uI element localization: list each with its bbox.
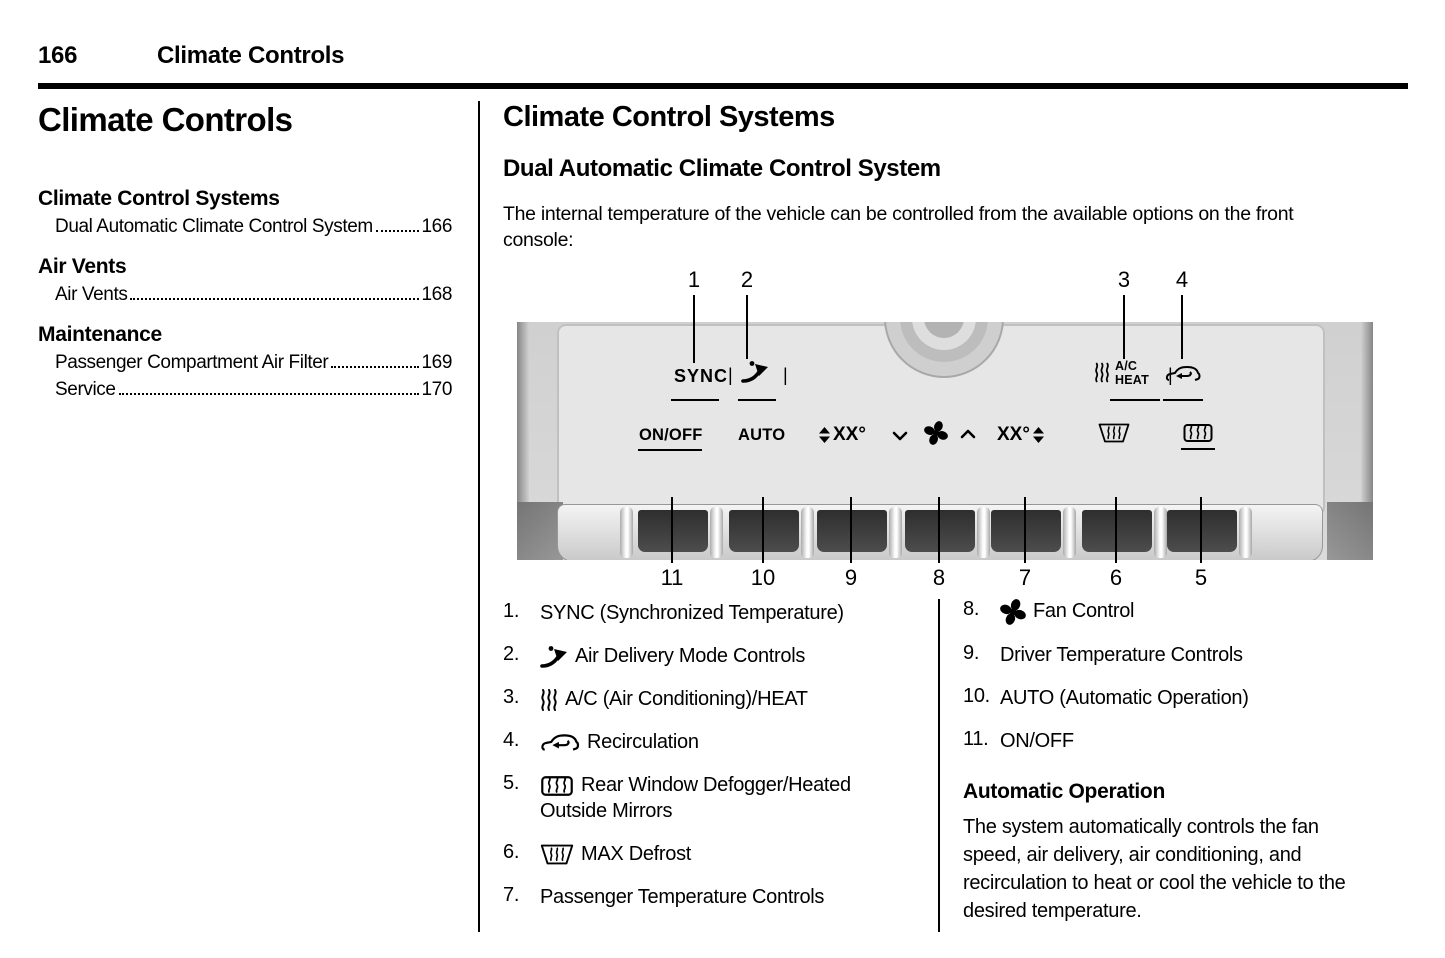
driver-temp-label — [819, 424, 866, 446]
on-off-label: ON/OFF — [639, 426, 703, 444]
callout-number: 11 — [660, 565, 684, 590]
temp-value-label: XX° — [997, 424, 1030, 445]
rear-defogger-underline — [1181, 448, 1215, 450]
legend-divider — [938, 599, 940, 932]
callout-number: 7 — [1018, 565, 1032, 590]
toc-entry — [55, 379, 452, 401]
legend-item-number: 4. — [503, 729, 520, 751]
on-off-button — [638, 510, 708, 552]
auto-button — [729, 510, 799, 552]
air-delivery-icon — [741, 360, 769, 384]
toc-entry-label: Dual Automatic Climate Control System — [55, 216, 373, 237]
recirculation-icon — [540, 731, 580, 755]
callout-line — [746, 295, 748, 359]
callout-number: 1 — [687, 267, 701, 292]
callout-number: 10 — [750, 565, 776, 590]
fan-button — [905, 510, 975, 552]
callout-number: 2 — [740, 267, 754, 292]
toc-entry-page: 169 — [421, 352, 452, 373]
temp-value-label: XX° — [833, 424, 866, 445]
callout-number: 4 — [1175, 267, 1189, 292]
dot-leader — [331, 366, 419, 368]
toc-entry-page: 170 — [421, 379, 452, 400]
chrome-divider — [1063, 507, 1076, 558]
climate-panel-figure — [517, 267, 1373, 593]
column-divider — [478, 101, 480, 932]
chevron-up-icon — [960, 429, 976, 439]
rear-defogger-button — [1167, 510, 1237, 552]
toc-entry-page: 168 — [421, 284, 452, 305]
callout-line — [693, 295, 695, 363]
air-delivery-icon — [540, 645, 568, 669]
dot-leader — [119, 393, 420, 395]
toc-heading: Air Vents — [38, 255, 127, 278]
toc-entry-label: Service — [55, 379, 116, 400]
toc-heading: Maintenance — [38, 323, 162, 346]
max-defrost-button — [1082, 510, 1152, 552]
legend-item-number: 5. — [503, 772, 520, 794]
legend-item-text — [540, 884, 824, 910]
legend-item-number: 1. — [503, 600, 520, 622]
legend-item-number: 11. — [963, 727, 989, 750]
legend-item-number: 2. — [503, 643, 520, 665]
knob-ring — [900, 322, 988, 362]
legend-item-text — [540, 841, 691, 867]
chrome-divider — [889, 507, 902, 558]
callout-line — [671, 497, 673, 563]
automatic-operation-heading: Automatic Operation — [963, 779, 1165, 803]
dot-leader — [376, 230, 420, 232]
heat-label: HEAT — [1115, 373, 1149, 388]
legend-item-number: 9. — [963, 641, 980, 664]
callout-number: 8 — [932, 565, 946, 590]
ac-label: A/C — [1115, 359, 1138, 373]
legend-item — [503, 643, 931, 669]
toc-entry — [55, 216, 452, 238]
legend-item-number: 3. — [503, 686, 520, 708]
callout-number: 6 — [1109, 565, 1123, 590]
legend-item-label: SYNC (Synchronized Temperature) — [540, 602, 844, 624]
console-corner-right — [1327, 502, 1373, 560]
passenger-temp-button — [991, 510, 1061, 552]
callout-line — [1115, 497, 1117, 563]
intro-paragraph: The internal temperature of the vehicle can be controlled from the available options on the front console: — [503, 203, 1294, 252]
legend-item — [503, 772, 931, 824]
auto-label: AUTO — [738, 426, 786, 444]
legend-item-label: AUTO (Automatic Operation) — [1000, 686, 1249, 709]
legend-item — [503, 884, 931, 910]
toc-entry-label: Passenger Compartment Air Filter — [55, 352, 329, 373]
fan-icon — [1000, 599, 1026, 625]
legend-item-text — [540, 686, 808, 712]
chrome-divider — [1239, 507, 1252, 558]
on-off-underline — [638, 449, 702, 451]
console-illustration — [517, 322, 1373, 560]
automatic-operation-body: The system automatically controls the fan speed, air delivery, air conditioning, and recirculation to heat or cool the vehicle to the desired temperature. — [963, 815, 1346, 922]
legend-item-label: ON/OFF — [1000, 729, 1074, 752]
subsection-title: Dual Automatic Climate Control System — [503, 155, 941, 182]
chrome-divider — [801, 507, 814, 558]
toc-entry — [55, 284, 452, 306]
recirculation-underline — [1163, 399, 1203, 401]
fan-icon — [924, 421, 948, 445]
legend-item-label: Fan Control — [1033, 600, 1135, 622]
toc-column — [38, 101, 452, 401]
knob-ring — [912, 322, 976, 350]
legend-item-text — [1000, 642, 1243, 668]
callout-number: 5 — [1194, 565, 1208, 590]
legend-item — [503, 841, 931, 867]
legend-item — [963, 598, 1383, 625]
legend-item-label: Recirculation — [587, 731, 699, 753]
legend-item-label: Passenger Temperature Controls — [540, 886, 825, 908]
callout-line — [938, 497, 940, 563]
chapter-title: Climate Controls — [157, 42, 345, 69]
dot-leader — [130, 298, 419, 300]
legend-item-text — [540, 772, 880, 824]
max-defrost-icon — [540, 844, 574, 865]
rear-defogger-icon — [540, 774, 574, 798]
knob-center — [924, 322, 964, 338]
legend-item — [503, 729, 931, 755]
rear-defogger-icon — [1183, 422, 1213, 444]
callout-line — [850, 497, 852, 563]
sync-label: SYNC — [674, 366, 729, 386]
passenger-temp-label — [997, 424, 1044, 446]
chrome-divider — [710, 507, 723, 558]
legend-item — [963, 685, 1383, 711]
callout-line — [762, 497, 764, 563]
legend-item-text — [1000, 728, 1074, 754]
legend-item-number: 10. — [963, 684, 990, 707]
legend-item-label: Rear Window Defogger/Heated Outside Mirrors — [540, 774, 851, 822]
temp-up-down-icon — [1033, 427, 1044, 443]
chevron-down-icon — [892, 431, 908, 441]
legend-item-label: Driver Temperature Controls — [1000, 643, 1243, 666]
legend-right — [963, 598, 1383, 925]
legend-item — [503, 600, 931, 626]
legend-item-label: A/C (Air Conditioning)/HEAT — [565, 688, 808, 710]
heat-waves-icon — [1094, 362, 1110, 383]
legend-item-label: Air Delivery Mode Controls — [575, 645, 806, 667]
legend-item-text — [540, 600, 844, 626]
callout-line — [1200, 497, 1202, 563]
chrome-divider — [1154, 507, 1167, 558]
max-defrost-icon — [1098, 423, 1130, 443]
legend-item — [963, 728, 1383, 754]
toc-heading: Climate Control Systems — [38, 187, 280, 210]
legend-item-number: 8. — [963, 598, 980, 620]
recirculation-icon — [1165, 363, 1201, 385]
legend-left — [503, 600, 931, 927]
page-number: 166 — [38, 42, 78, 69]
heat-waves-icon — [540, 689, 558, 711]
callout-line — [1123, 295, 1125, 359]
toc-entry — [55, 352, 452, 374]
chrome-divider — [620, 507, 633, 558]
ac-heat-underline — [1110, 399, 1160, 401]
table-of-contents — [38, 187, 452, 401]
legend-item-label: MAX Defrost — [581, 843, 692, 865]
separator: | — [783, 365, 788, 385]
callout-line — [1181, 295, 1183, 359]
callout-line — [1024, 497, 1026, 563]
toc-entry-page: 166 — [421, 216, 452, 237]
sync-underline — [671, 399, 719, 401]
separator: | — [1168, 365, 1173, 385]
page-title: Climate Controls — [38, 101, 293, 138]
separator: | — [728, 365, 733, 385]
legend-item — [963, 642, 1383, 668]
header-rule — [38, 83, 1408, 89]
driver-temp-button — [817, 510, 887, 552]
callout-number: 3 — [1117, 267, 1131, 292]
legend-item-number: 7. — [503, 884, 520, 906]
toc-entry-label: Air Vents — [55, 284, 128, 305]
temp-up-down-icon — [819, 427, 830, 443]
air-delivery-underline — [738, 399, 776, 401]
legend-item-text — [1000, 598, 1134, 625]
legend-item-text — [540, 643, 805, 669]
callout-number: 9 — [844, 565, 858, 590]
legend-item-number: 6. — [503, 841, 520, 863]
legend-item-text — [1000, 685, 1249, 711]
legend-item — [503, 686, 931, 712]
legend-item-text — [540, 729, 699, 755]
ac-heat-label — [1115, 359, 1149, 388]
chrome-divider — [977, 507, 990, 558]
section-title: Climate Control Systems — [503, 101, 835, 133]
